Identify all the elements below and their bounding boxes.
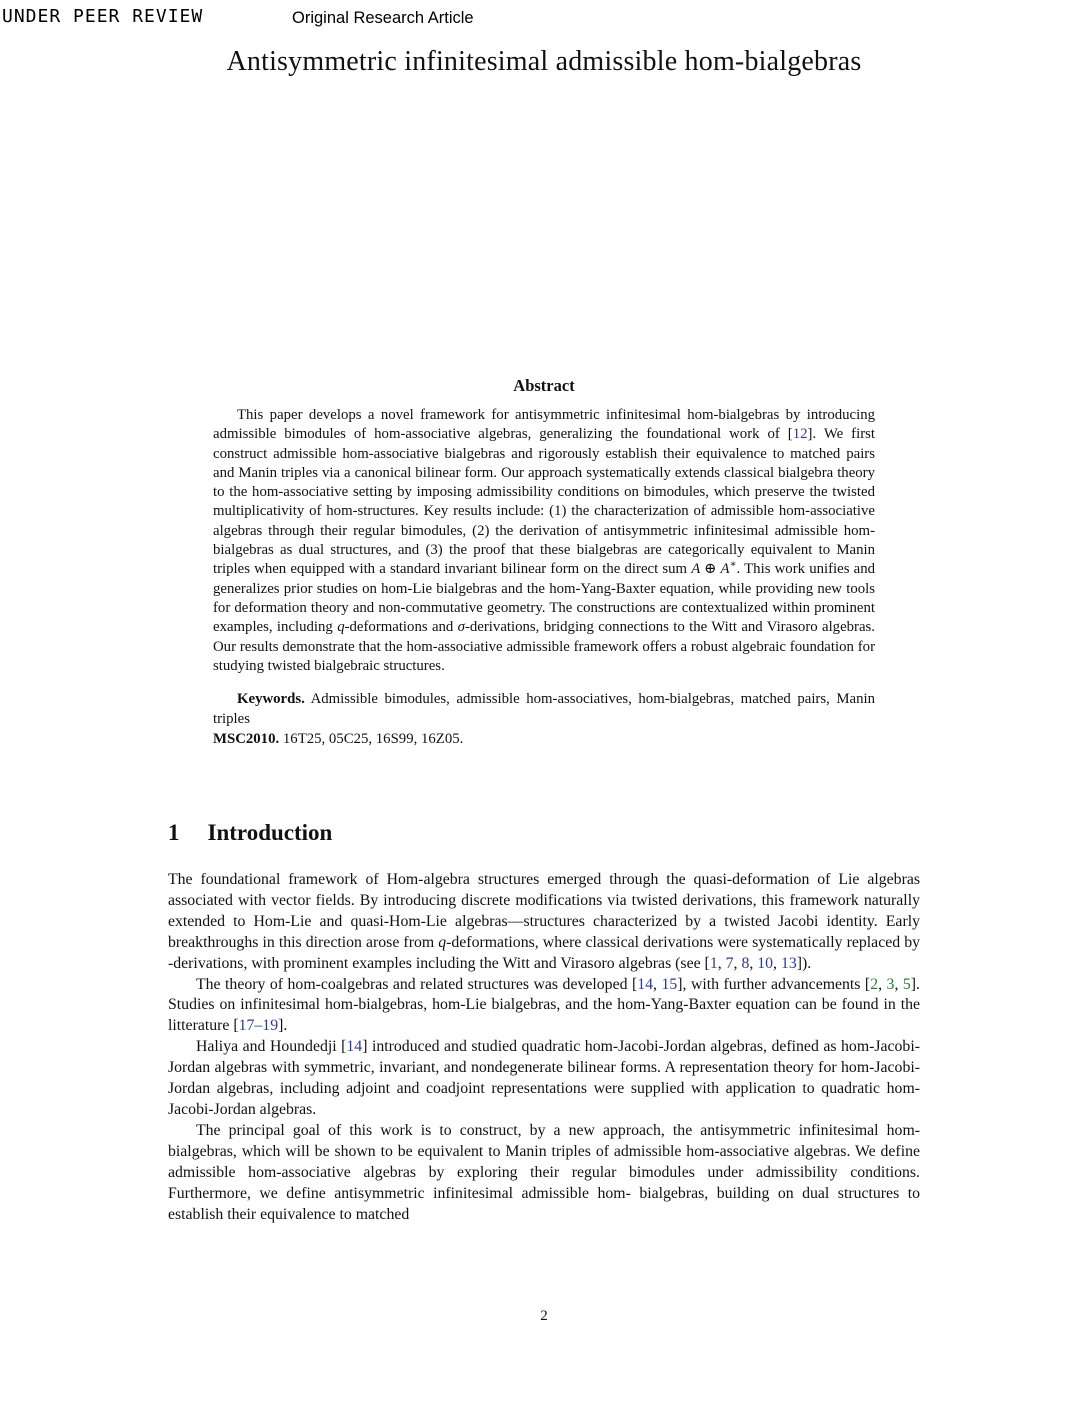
- citation-link[interactable]: 17–19: [238, 1017, 279, 1035]
- section-number: 1: [168, 820, 180, 845]
- section-heading-introduction: [168, 820, 332, 846]
- abstract-heading: Abstract: [513, 376, 575, 395]
- paragraph: The theory of hom-coalgebras and related structures was developed [14, 15], with further advancements [2, 3, 5]. Studies on infinitesimal hom-bialgebras, hom-Lie bialgebras, and the hom-Yang-Baxter equation can be found in the litterature [17–19].: [168, 975, 920, 1035]
- article-type-label: Original Research Article: [292, 9, 474, 27]
- citation-link[interactable]: 14: [637, 975, 654, 993]
- paragraph: The foundational framework of Hom-algebra structures emerged through the quasi-deformation of Lie algebras associated with vector fields. By introducing discrete modifications via twisted derivations, this framework naturally extended to Hom-Lie and quasi-Hom-Lie algebras—structures characterized by a twisted Jacobi identity. Early breakthroughs in this direction arose from q-deformations, where classical derivations were systematically replaced by -derivations, with prominent examples including the Witt and Virasoro algebras (see [1, 7, 8, 10, 13]).: [168, 871, 921, 972]
- keywords-text: Admissible bimodules, admissible hom-associatives, hom-bialgebras, matched pairs, Manin triples: [213, 691, 875, 727]
- paragraph: The principal goal of this work is to construct, by a new approach, the antisymmetric infinitesimal hom- bialgebras, which will be shown to be equivalent to Manin triples of admissible hom-associative algebras. We define admissible hom-associative algebras by exploring their regular bimodules under admissibility conditions. Furthermore, we define antisymmetric infinitesimal admissible hom- bialgebras, building on dual structures to establish their equivalence to matched: [168, 1121, 920, 1223]
- citation-link[interactable]: 12: [792, 426, 808, 443]
- msc-line: [213, 730, 875, 750]
- citation-link[interactable]: 10: [757, 954, 774, 972]
- emphasis-text: σ: [457, 619, 465, 636]
- citation-link[interactable]: 1: [709, 954, 718, 972]
- math-superscript: ∗: [729, 559, 737, 571]
- citation-link[interactable]: 15: [661, 975, 678, 993]
- citation-link[interactable]: 3: [886, 975, 895, 993]
- abstract-section: [213, 376, 875, 750]
- paper-title: Antisymmetric infinitesimal admissible hom-bialgebras: [226, 46, 862, 77]
- msc-text: 16T25, 05C25, 16S99, 16Z05.: [282, 730, 464, 747]
- peer-review-watermark: UNDER PEER REVIEW: [2, 6, 204, 27]
- paragraph: Haliya and Houndedji [14] introduced and studied quadratic hom-Jacobi-Jordan algebras, defined as hom-Jacobi-Jordan algebras with symmetric, invariant, and nondegenerate bilinear forms. A representation theory for hom-Jacobi-Jordan algebras, including adjoint and coadjoint representations were supplied with application to quadratic hom-Jacobi-Jordan algebras.: [168, 1038, 920, 1118]
- keywords-line: [213, 690, 875, 730]
- page-number: 2: [540, 1308, 548, 1324]
- section-title: Introduction: [207, 820, 333, 845]
- emphasis-text: q: [337, 619, 345, 636]
- keywords-label: Keywords.: [237, 691, 305, 708]
- introduction-body: [168, 870, 920, 1225]
- citation-link[interactable]: 2: [870, 975, 879, 993]
- math-expression: A ⊕ A: [691, 561, 730, 578]
- citation-link[interactable]: 14: [346, 1038, 363, 1056]
- emphasis-text: q: [438, 933, 447, 951]
- citation-link[interactable]: 7: [725, 954, 734, 972]
- abstract-text: This paper develops a novel framework for antisymmetric infinitesimal hom-bialgebras by introducing admissible bimodules of hom-associative algebras, generalizing the foundational work of [12]. We first construct admissible hom-associative bialgebras and rigorously establish their equivalence to matched pairs and Manin triples via a canonical bilinear form. Our approach systematically extends classical bialgebra theory to the hom-associative setting by imposing admissibility conditions on bimodules, which preserve the twisted multiplicativity of hom-structures. Key results include: (1) the characterization of admissible hom-associative algebras through their regular bimodules, (2) the derivation of antisymmetric infinitesimal admissible hom-bialgebras as dual structures, and (3) the proof that these bialgebras are categorically equivalent to Manin triples when equipped with a standard invariant bilinear form on the direct sum A ⊕ A∗. This work unifies and generalizes prior studies on hom-Lie bialgebras and the hom-Yang-Baxter equation, while providing new tools for deformation theory and non-commutative geometry. The constructions are contextualized within prominent examples, including q-deformations and σ-derivations, bridging connections to the Witt and Virasoro algebras. Our results demonstrate that the hom-associative admissible framework offers a robust algebraic foundation for studying twisted bialgebraic structures.: [213, 407, 876, 674]
- citation-link[interactable]: 13: [780, 954, 797, 972]
- msc-label: MSC2010.: [213, 730, 280, 747]
- citation-link[interactable]: 5: [902, 975, 911, 993]
- citation-link[interactable]: 8: [741, 954, 750, 972]
